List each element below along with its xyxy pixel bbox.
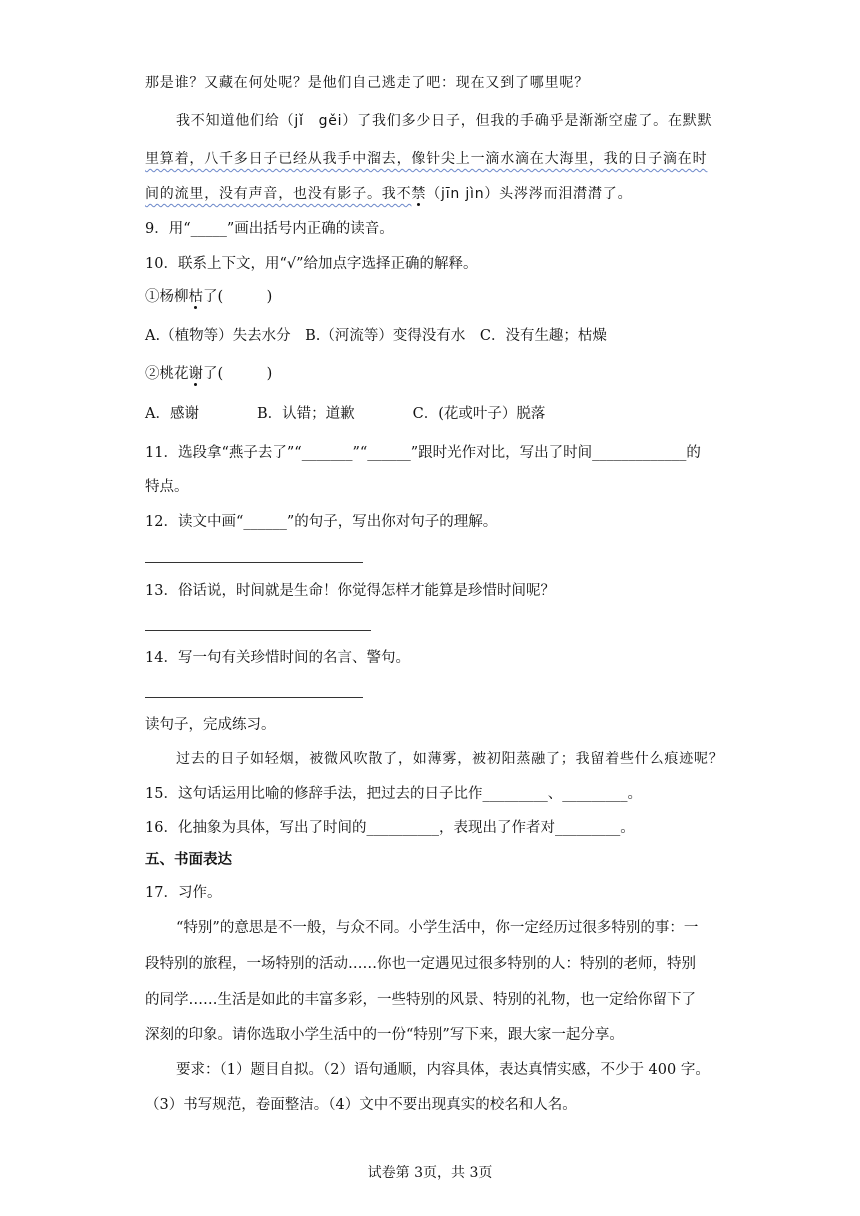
passage-line-4-underlined: 间的流里，没有声音，也没有影子。我不	[145, 186, 412, 202]
requirements-line-2: （3）书写规范，卷面整洁。（4）文中不要出现真实的校名和人名。	[145, 1097, 577, 1113]
question-9: 9．用“_____”画出括号内正确的读音。	[145, 221, 394, 237]
prompt-line-2: 段特别的旅程，一场特别的活动……你也一定遇见过很多特别的人：特别的老师，特别	[145, 956, 696, 972]
question-10-item-1-options: A.（植物等）失去水分 B.（河流等）变得没有水 C．没有生趣；枯燥	[145, 328, 607, 344]
q10-1-suffix: 了( )	[203, 289, 273, 305]
question-15: 15．这句话运用比喻的修辞手法，把过去的日子比作_________、_________。	[145, 786, 642, 802]
question-14: 14．写一句有关珍惜时间的名言、警句。	[145, 650, 410, 666]
passage-line-4	[145, 184, 632, 204]
question-10-item-2-options: A．感谢 B．认错；道歉 C．(花或叶子）脱落	[145, 406, 546, 422]
prompt-line-4: 深刻的印象。请你选取小学生活中的一份“特别”写下来，跟大家一起分享。	[145, 1027, 624, 1043]
requirements-line-1: 要求：（1）题目自拟。（2）语句通顺，内容具体，表达真情实感，不少于 400 字。	[176, 1062, 710, 1078]
question-16: 16．化抽象为具体，写出了时间的__________，表现出了作者对_________。	[145, 820, 635, 836]
prompt-line-3: 的同学……生活是如此的丰富多彩，一些特别的风景、特别的礼物，也一定给你留下了	[145, 992, 696, 1008]
question-11-line-2: 特点。	[145, 479, 189, 495]
question-17: 17．习作。	[145, 885, 222, 901]
q10-2-dotted-character: 谢	[188, 366, 203, 382]
dotted-character: 禁	[411, 186, 427, 202]
question-13: 13．俗话说，时间就是生命！你觉得怎样才能算是珍惜时间呢？	[145, 583, 555, 599]
prompt-line-1: “特别”的意思是不一般，与众不同。小学生活中，你一定经历过很多特别的事：一	[176, 920, 699, 936]
q10-2-prefix: ②桃花	[145, 366, 189, 382]
question-10: 10．联系上下文，用“√”给加点字选择正确的解释。	[145, 256, 478, 272]
answer-line-13[interactable]	[145, 630, 371, 631]
question-12: 12．读文中画“______”的句子，写出你对句子的理解。	[145, 514, 498, 530]
q10-1-prefix: ①杨柳	[145, 289, 189, 305]
section-5-title: 五、书面表达	[145, 851, 232, 868]
passage-line-2: 我不知道他们给（jǐ gěi）了我们多少日子，但我的手确乎是渐渐空虚了。在默默	[176, 113, 713, 129]
question-10-item-1	[145, 287, 272, 307]
question-11-line-1: 11．选段拿“燕子去了”“_______”“______”跟时光作对比，写出了时间_____________的	[145, 445, 701, 461]
passage-line-3-underlined: 里算着，八千多日子已经从我手中溜去，像针尖上一滴水滴在大海里，我的日子滴在时	[145, 151, 708, 167]
answer-line-12[interactable]	[145, 562, 363, 563]
q10-1-dotted-character: 枯	[188, 289, 203, 305]
passage-line-1: 那是谁？又藏在何处呢？是他们自己逃走了吧：现在又到了哪里呢？	[145, 75, 589, 91]
q10-2-suffix: 了( )	[203, 366, 273, 382]
page-footer: 试卷第 3页，共 3页	[367, 1165, 493, 1181]
passage-line-4-end: （jīn jìn）头涔涔而泪潸潸了。	[426, 186, 633, 202]
answer-line-14[interactable]	[145, 697, 363, 698]
question-10-item-2	[145, 364, 272, 384]
reading-intro: 读句子，完成练习。	[145, 717, 276, 733]
reading-sentence: 过去的日子如轻烟，被微风吹散了，如薄雾，被初阳蒸融了；我留着些什么痕迹呢？	[176, 751, 724, 767]
